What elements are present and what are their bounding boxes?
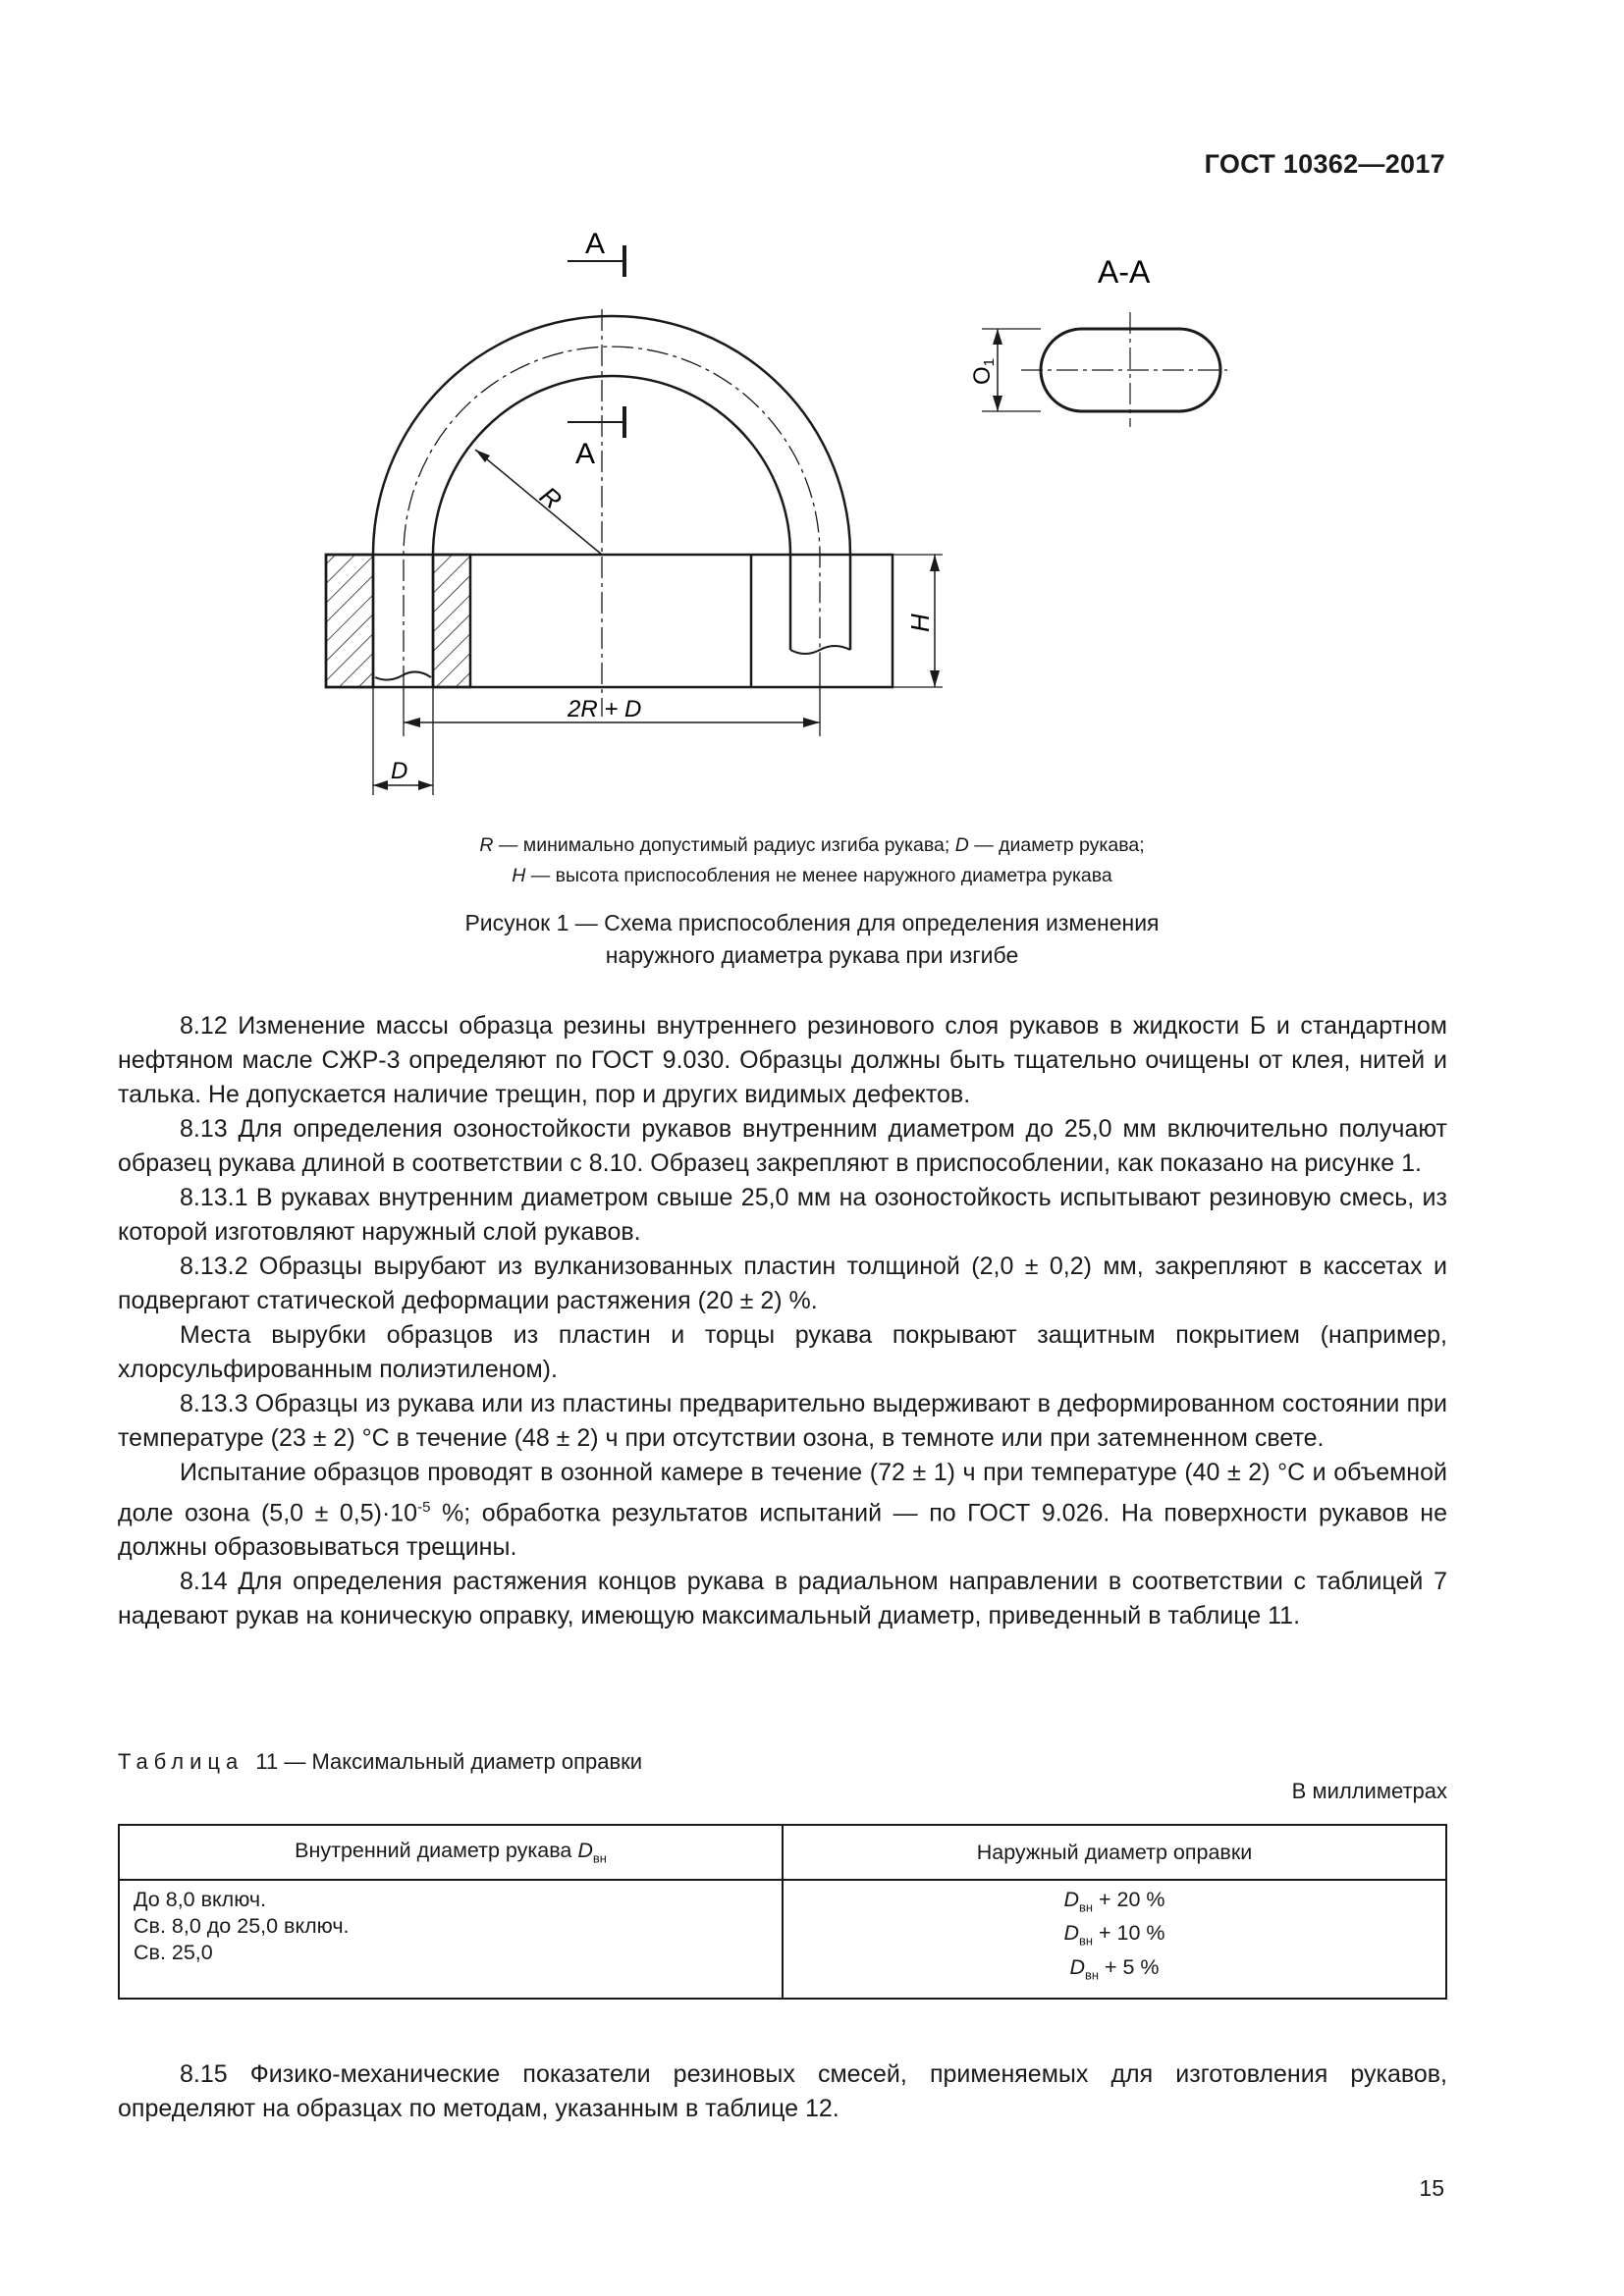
figure-caption: Рисунок 1 — Схема приспособления для определения изменения наружного диаметра рукава при изгибе (464, 910, 1160, 968)
body-text-after-table (118, 2057, 1447, 2126)
figure-legend (0, 830, 1624, 891)
document-code: ГОСТ 10362—2017 (1204, 149, 1445, 179)
paragraph-8-13-2-b: Места вырубки образцов из пластин и торцы рукава покрывают защитным покрытием (например, хлорсульфированным полиэтиленом). (118, 1321, 1447, 1383)
section-label-mid: А (575, 438, 596, 470)
page-number: 15 (1419, 2175, 1444, 2201)
paragraph-8-13-1: 8.13.1 В рукавах внутренним диаметром свыше 25,0 мм на озоностойкость испытывают резиновую смесь, из которой изготовляют наружный слой рукавов. (118, 1184, 1447, 1246)
mandrel-diameter-table (118, 1824, 1447, 2000)
table-title: Таблица 11 — Максимальный диаметр оправки (118, 1749, 643, 1774)
height-dimension (893, 555, 943, 687)
table-cell-left: До 8,0 включ. Св. 8,0 до 25,0 включ. Св. 25,0 (119, 1880, 783, 1999)
section-mark-mid (568, 406, 624, 470)
paragraph-8-13-3: 8.13.3 Образцы из рукава или из пластины предварительно выдерживают в деформированном состоянии при температуре (23 ± 2) °С в течение (48 ± 2) ч при отсутствии озона, в темноте или при затемненном свете. (118, 1390, 1447, 1452)
paragraph-8-13-2: 8.13.2 Образцы вырубают из вулканизованных пластин толщиной (2,0 ± 0,2) мм, закрепляют в кассетах и подвергают статической деформации растяжения (20 ± 2) %. (118, 1253, 1447, 1314)
section-view (969, 254, 1227, 427)
section-mark-top (568, 228, 624, 277)
table-row (119, 1880, 1446, 1999)
fixture-base (326, 555, 893, 687)
diameter-dimension (373, 758, 433, 790)
radius-label: R (534, 480, 568, 515)
height-label: H (905, 614, 935, 632)
paragraph-8-12: 8.12 Изменение массы образца резины внутреннего резинового слоя рукавов в жидкости Б и стандартном нефтяном масле СЖР-3 определяют по ГОСТ 9.030. Образцы должны быть тщательно очищены от клея, нитей и талька. Не допускается наличие трещин, пор и других видимых дефектов. (118, 1012, 1447, 1108)
outer-dimension-label: O1 (969, 357, 998, 385)
paragraph-8-13: 8.13 Для определения озоностойкости рукавов внутренним диаметром до 25,0 мм включительно получают образец рукава длиной в соответствии с 8.10. Образец закрепляют в приспособлении, как показано на рисунке 1. (118, 1115, 1447, 1177)
paragraph-8-15: 8.15 Физико-механические показатели резиновых смесей, применяемых для изготовления рукавов, определяют на образцах по методам, указанным в таблице 12. (118, 2060, 1447, 2122)
width-label: 2R + D (568, 696, 642, 722)
section-label-top: А (585, 228, 606, 260)
table-units: В миллиметрах (1291, 1779, 1447, 1803)
table-header-left: Внутренний диаметр рукава $D_{вн}$ (119, 1825, 783, 1880)
table-header-right: Наружный диаметр оправки (783, 1825, 1446, 1880)
paragraph-8-13-3-b: Испытание образцов проводят в озонной камере в течение (72 ± 1) ч при температуре (40 ± 2) °С и объемной доле озона $(5,0 \pm 0,5)\cdot 10^{-5}$ %; обработка результатов испытаний — по ГОСТ 9.026. На поверхности рукавов не должны образовываться трещины. (118, 1459, 1447, 1562)
bending-fixture-diagram (295, 226, 1227, 815)
paragraph-8-14: 8.14 Для определения растяжения концов рукава в радиальном направлении в соответствии с таблицей 7 надевают рукав на коническую оправку, имеющую максимальный диаметр, приведенный в таблице 11. (118, 1568, 1447, 1630)
legend-line-2: H — высота приспособления не менее наружного диаметра рукава (512, 865, 1112, 886)
diameter-label: D (391, 758, 408, 784)
legend-line-1: R — минимально допустимый радиус изгиба рукава; D — диаметр рукава; (479, 834, 1145, 856)
section-view-label: А-А (1098, 254, 1151, 290)
body-text (118, 1009, 1447, 1633)
table-cell-right: $D_{вн} + 20$ % $D_{вн} + 10$ % $D_{вн} + 5$ % (783, 1880, 1446, 1999)
